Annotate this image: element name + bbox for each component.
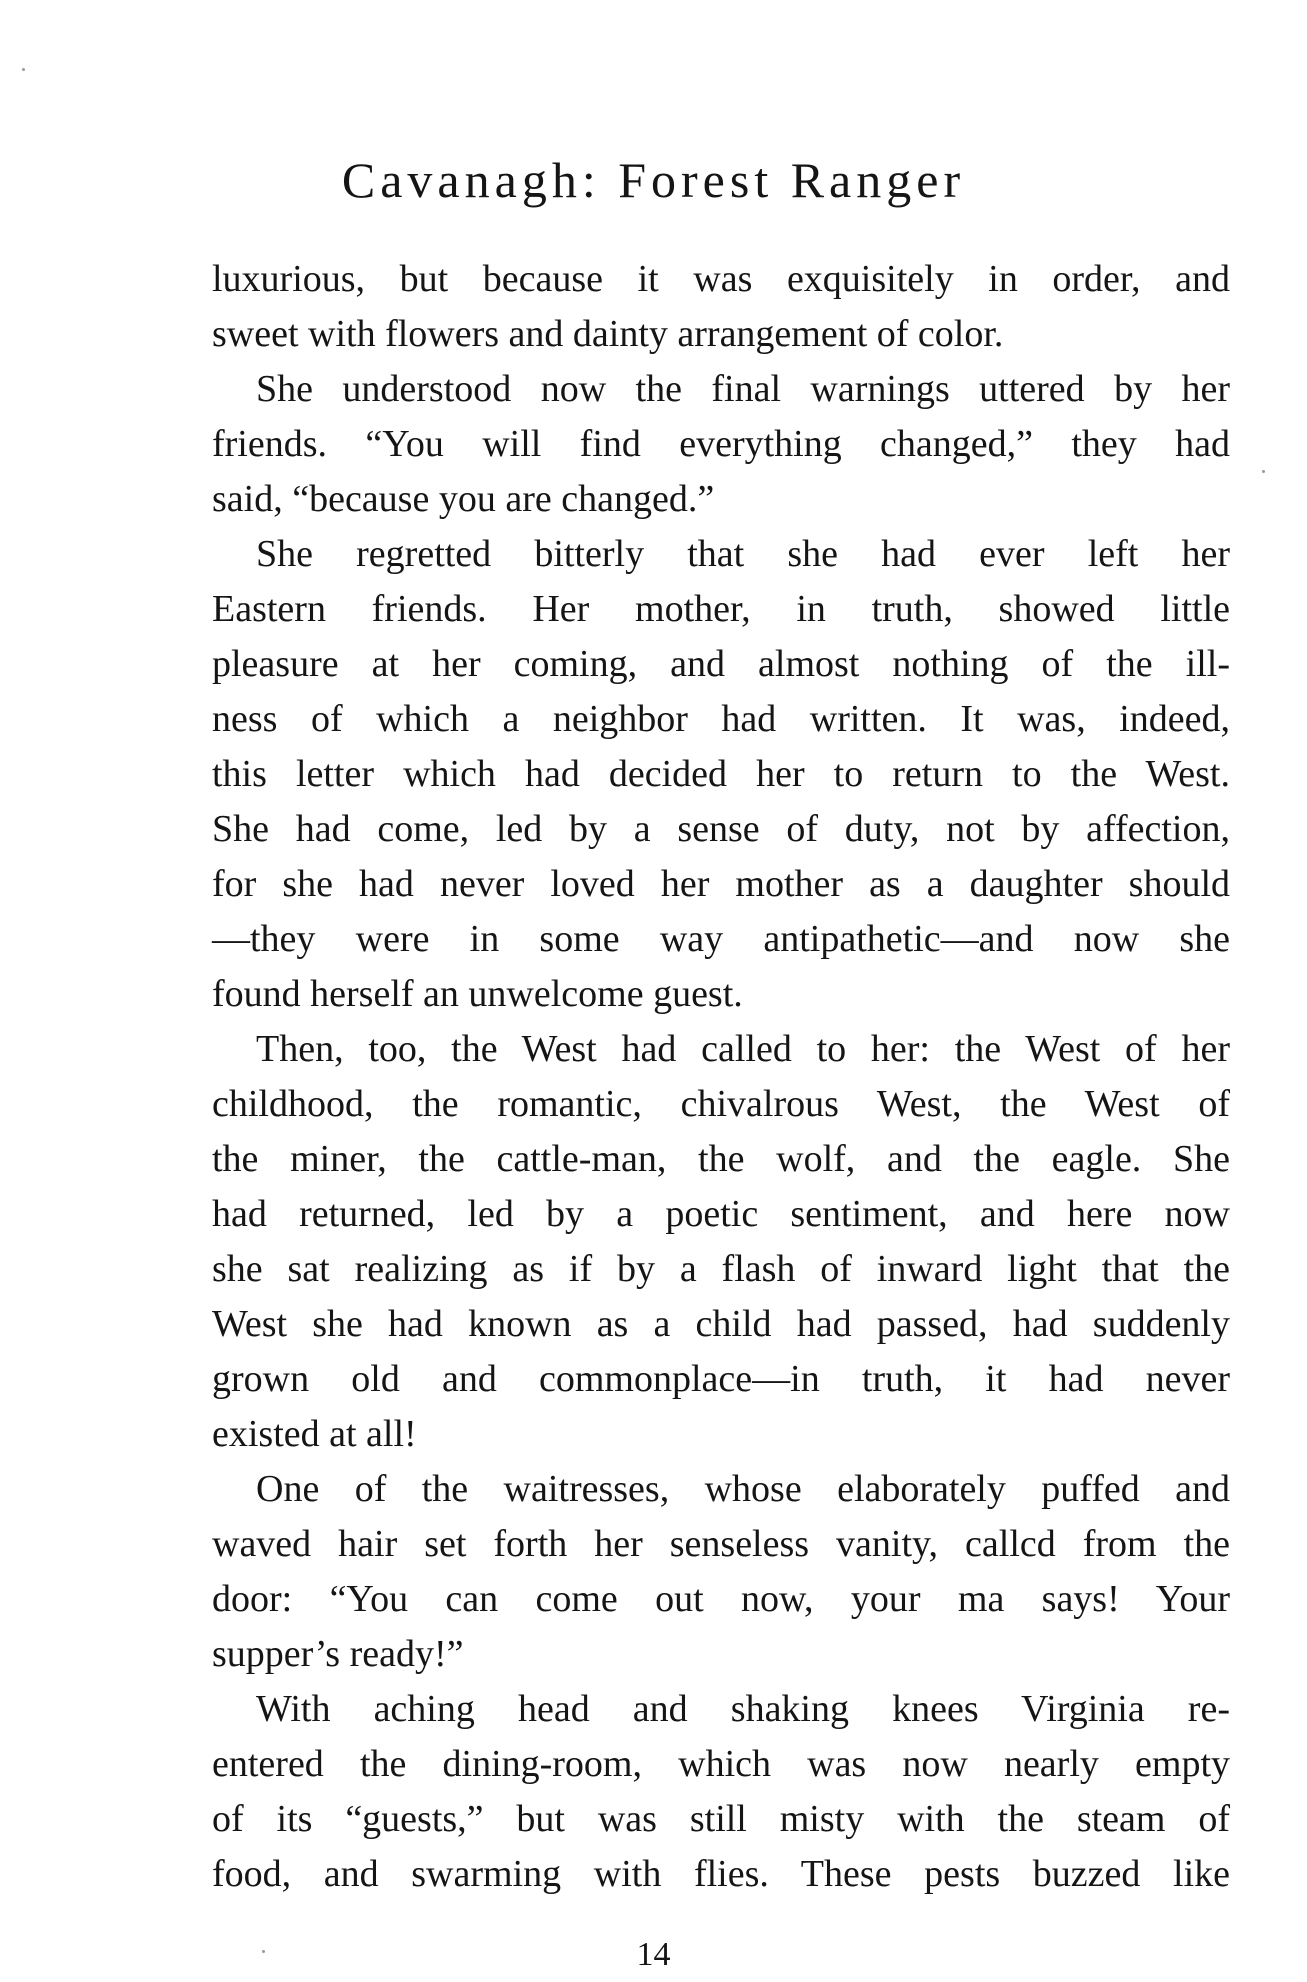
page-number: 14 [636, 1936, 671, 1973]
text-line: friends. “You will find everything changed,” they had [212, 423, 1230, 465]
text-line: One of the waitresses, whose elaborately puffed and [256, 1468, 1230, 1510]
text-line: sweet with flowers and dainty arrangement of color. [212, 313, 1004, 355]
text-line: existed at all! [212, 1413, 417, 1455]
text-line: she sat realizing as if by a flash of inward light that the [212, 1248, 1230, 1290]
text-line: Eastern friends. Her mother, in truth, showed little [212, 588, 1230, 630]
text-line: Then, too, the West had called to her: the West of her [256, 1028, 1230, 1070]
scan-speck [1262, 470, 1265, 473]
text-line: the miner, the cattle-man, the wolf, and the eagle. She [212, 1138, 1230, 1180]
text-line: said, “because you are changed.” [212, 478, 715, 520]
text-line: ness of which a neighbor had written. It was, indeed, [212, 698, 1230, 740]
text-line: West she had known as a child had passed, had suddenly [212, 1303, 1230, 1345]
text-line: With aching head and shaking knees Virginia re- [256, 1688, 1230, 1730]
scan-speck [22, 68, 25, 71]
scan-speck [262, 1950, 265, 1953]
text-line: door: “You can come out now, your ma says! Your [212, 1578, 1230, 1620]
text-line: luxurious, but because it was exquisitely in order, and [212, 258, 1230, 300]
text-line: —they were in some way antipathetic—and now she [212, 918, 1230, 960]
text-line: supper’s ready!” [212, 1633, 464, 1675]
text-line: childhood, the romantic, chivalrous West, the West of [212, 1083, 1230, 1125]
text-line: food, and swarming with flies. These pests buzzed like [212, 1853, 1230, 1895]
running-header-title: Cavanagh: Forest Ranger [341, 152, 966, 208]
text-line: pleasure at her coming, and almost nothing of the ill- [212, 643, 1230, 685]
text-line: She understood now the final warnings uttered by her [256, 368, 1230, 410]
text-line: grown old and commonplace—in truth, it had never [212, 1358, 1230, 1400]
text-line: She regretted bitterly that she had ever left her [256, 533, 1230, 575]
text-line: had returned, led by a poetic sentiment, and here now [212, 1193, 1230, 1235]
text-line: of its “guests,” but was still misty with the steam of [212, 1798, 1230, 1840]
body-text [212, 252, 1230, 1902]
text-line: this letter which had decided her to return to the West. [212, 753, 1230, 795]
text-line: entered the dining-room, which was now nearly empty [212, 1743, 1230, 1785]
text-line: found herself an unwelcome guest. [212, 973, 743, 1015]
text-line: She had come, led by a sense of duty, not by affection, [212, 808, 1230, 850]
text-line: for she had never loved her mother as a daughter should [212, 863, 1230, 905]
text-line: waved hair set forth her senseless vanity, callcd from the [212, 1523, 1230, 1565]
